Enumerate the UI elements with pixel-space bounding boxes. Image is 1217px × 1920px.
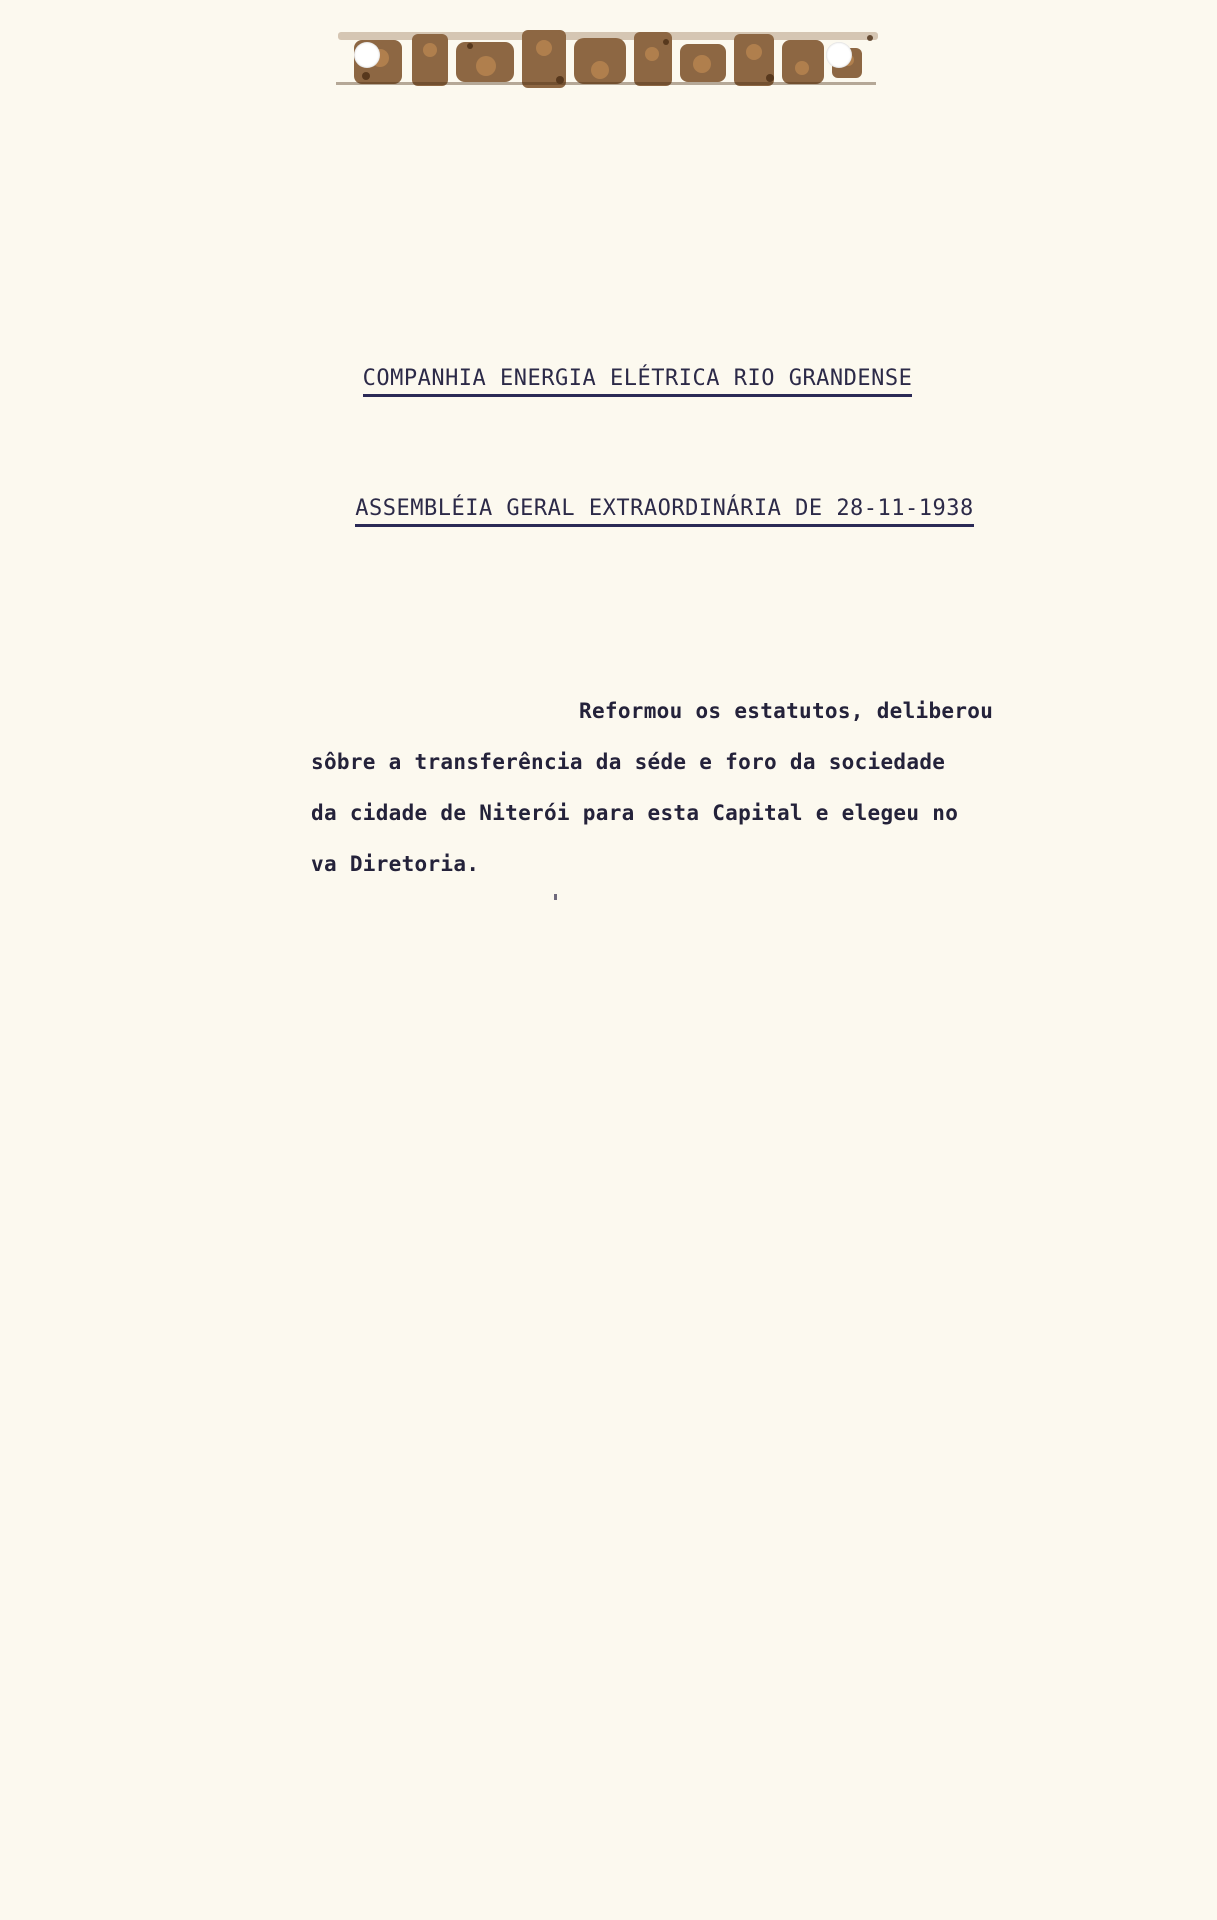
company-title <box>0 366 1217 397</box>
company-title-text: COMPANHIA ENERGIA ELÉTRICA RIO GRANDENSE <box>363 366 913 397</box>
body-paragraph <box>311 686 1071 890</box>
rust-residue-strip <box>330 18 890 98</box>
assembly-title <box>0 496 1217 527</box>
body-line-3: da cidade de Niterói para esta Capital e elegeu no <box>311 801 959 825</box>
body-line-2: sôbre a transferência da séde e foro da sociedade <box>311 750 946 774</box>
body-line-1: Reformou os estatutos, deliberou <box>579 699 994 723</box>
punch-hole-right <box>826 42 852 68</box>
punch-hole-left <box>354 42 380 68</box>
stray-ink-mark <box>554 894 557 900</box>
body-line-4: va Diretoria. <box>311 852 480 876</box>
assembly-title-text: ASSEMBLÉIA GERAL EXTRAORDINÁRIA DE 28-11-1938 <box>355 496 974 527</box>
